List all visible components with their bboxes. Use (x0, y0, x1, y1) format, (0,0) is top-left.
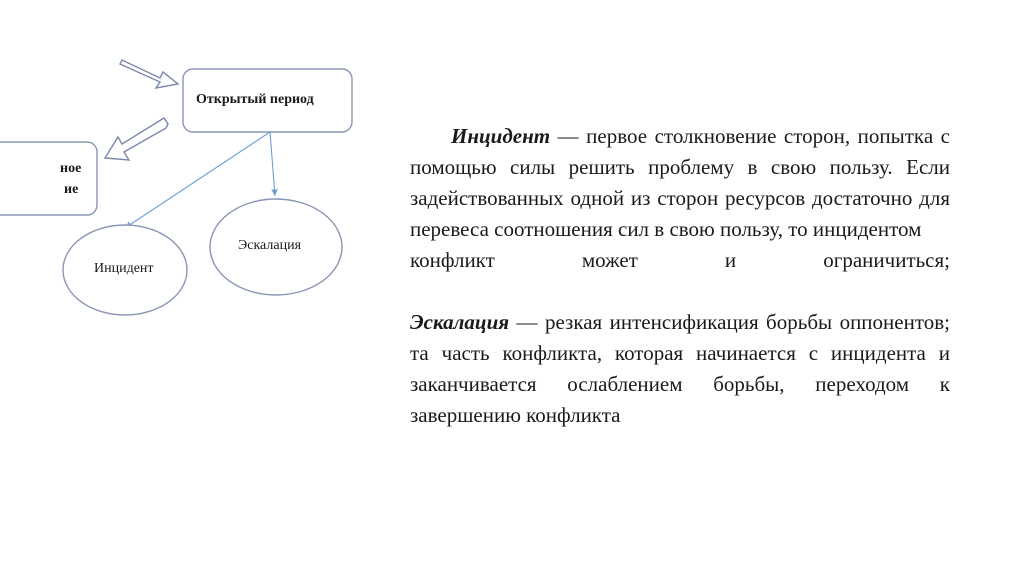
block-arrow-out (105, 118, 168, 160)
escalation-definition (410, 307, 950, 431)
block-arrow-in (120, 60, 178, 88)
partial-stage-box (0, 142, 97, 215)
open-period-label: Открытый период (196, 92, 314, 107)
incident-body: — первое столкновение сторон, попытка с помощью силы решить проблему в свою пользу. Если задействованных одной из сторон ресурсов достаточно для перевеса соотношения сил в свою пользу, то инцидентом (410, 124, 950, 241)
incident-definition-end: конфликт может и ограничиться; (410, 248, 950, 272)
escalation-term: Эскалация (410, 310, 510, 334)
partial-stage-label-top: ное (60, 161, 82, 176)
conflict-stages-diagram (0, 0, 400, 340)
definitions-text (410, 121, 950, 431)
incident-label: Инцидент (94, 261, 154, 276)
incident-term: Инцидент (451, 124, 551, 148)
escalation-body: — резкая интенсификация борьбы оппонентов; та часть конфликта, которая начинается с инцидента и заканчивается ослаблением борьбы, переходом к завершению конфликта (410, 310, 950, 427)
incident-definition (410, 121, 950, 245)
partial-stage-label-bottom: ие (64, 182, 79, 197)
escalation-label: Эскалация (238, 238, 302, 253)
paragraph-gap (410, 276, 950, 307)
connector-to-escalation (270, 132, 275, 196)
